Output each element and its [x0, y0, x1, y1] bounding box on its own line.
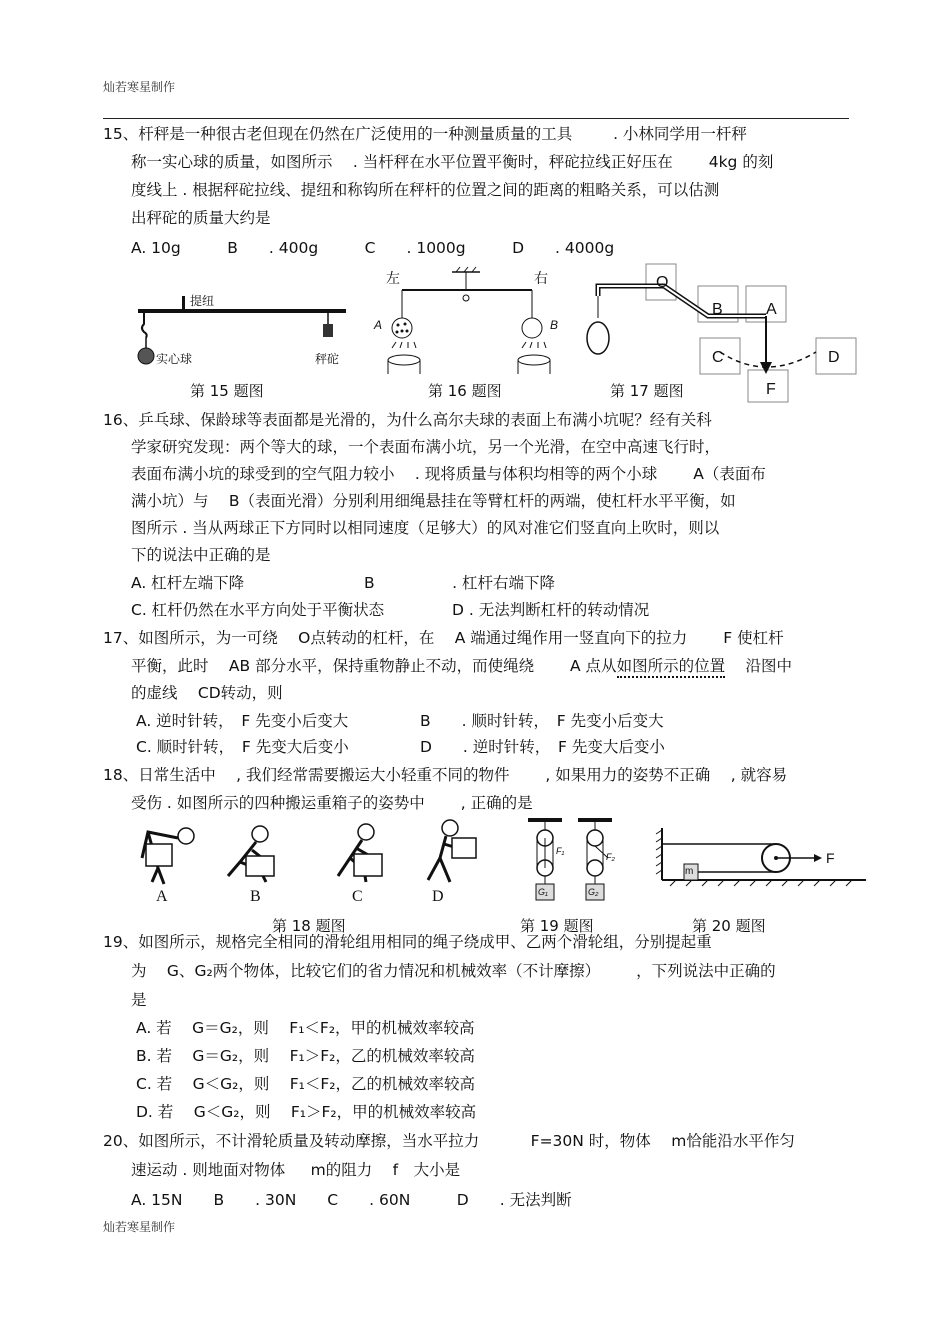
q20-line-2: 速运动 . 则地面对物体 m的阻力 f 大小是: [131, 1161, 461, 1179]
q15-line-3: 度线上 . 根据秤砣拉线、提纽和称钩所在秤杆的位置之间的距离的粗略关系，可以估测: [131, 181, 720, 199]
fig15-label-ball: 实心球: [156, 352, 193, 366]
header-rule: [103, 118, 849, 119]
fig19-label-g1: G₁: [538, 887, 548, 897]
q15-line-2: 称一实心球的质量，如图所示 . 当杆秤在水平位置平衡时，秤砣拉线正好压在 4kg 的刻: [131, 153, 774, 171]
q17-option-a: A. 逆时针转， F 先变小后变大: [136, 712, 349, 730]
q16-line-4: 满小坑）与 B（表面光滑）分别利用细绳悬挂在等臂杠杆的两端，使杠杆水平平衡，如: [131, 492, 736, 510]
fig15-label-tiniu: 提纽: [190, 294, 215, 308]
q18-line-1: 18、日常生活中 , 我们经常需要搬运大小轻重不同的物件 , 如果用力的姿势不正确 , 就容易: [103, 766, 788, 784]
fig17-label-a: A: [766, 301, 777, 318]
fig16-label-left: 左: [386, 270, 400, 286]
q16-option-b: B . 杠杆右端下降: [364, 574, 555, 592]
q16-line-3: 表面布满小坑的球受到的空气阻力较小 . 现将质量与体积均相等的两个小球 A（表面布: [131, 465, 766, 483]
fig19-label-g2: G₂: [588, 887, 599, 897]
q17-emphasis: 如图所示的位置: [617, 657, 726, 678]
q17-line-1: 17、如图所示，为一可绕 O点转动的杠杆，在 A 端通过绳作用一竖直向下的拉力 F 使杠杆: [103, 629, 784, 647]
q19-line-1: 19、如图所示，规格完全相同的滑轮组用相同的绳子绕成甲、乙两个滑轮组，分别提起重: [103, 933, 712, 951]
q16-line-2: 学家研究发现：两个等大的球，一个表面布满小坑，另一个光滑，在空中高速飞行时，: [131, 438, 721, 456]
q17-option-c: C. 顺时针转， F 先变大后变小: [136, 738, 349, 756]
fig19-label-f2: F₂: [606, 852, 615, 862]
fig19-label-f1: F₁: [556, 846, 565, 856]
q16-option-a: A. 杠杆左端下降: [131, 574, 245, 592]
q20-options: A. 15N B . 30N C . 60N D . 无法判断: [131, 1191, 572, 1209]
q16-line-1: 16、乒乓球、保龄球等表面都是光滑的，为什么高尔夫球的表面上布满小坑呢？经有关科: [103, 411, 712, 429]
q15-line-4: 出秤砣的质量大约是: [131, 209, 271, 227]
fig15-caption: 第 15 题图: [190, 382, 264, 400]
fig16-label-a: A: [374, 318, 383, 332]
fig16-label-b: B: [550, 318, 559, 332]
fig17-label-c: C: [712, 349, 724, 366]
q15-options: A. 10g B . 400g C . 1000g D . 4000g: [131, 239, 615, 257]
fig18-label-d: D: [432, 888, 444, 905]
fig18-label-a: A: [156, 888, 168, 905]
fig17-caption: 第 17 题图: [610, 382, 684, 400]
q16-option-d: D . 无法判断杠杆的转动情况: [452, 601, 650, 619]
q19-option-a: A. 若 G＝G₂，则 F₁＜F₂，甲的机械效率较高: [136, 1019, 475, 1037]
q17-line-2-start: 平衡，此时 AB 部分水平，保持重物静止不动，而使绳绕 A 点从: [131, 657, 617, 675]
q19-option-c: C. 若 G＜G₂，则 F₁＜F₂，乙的机械效率较高: [136, 1075, 476, 1093]
q20-line-1: 20、如图所示，不计滑轮质量及转动摩擦，当水平拉力 F=30N 时，物体 m恰能沿水平作匀: [103, 1132, 795, 1150]
q17-line-2: [131, 656, 792, 676]
q16-line-5: 图所示 . 当从两球正下方同时以相同速度（足够大）的风对准它们竖直向上吹时，则以: [131, 519, 720, 537]
fig16-caption: 第 16 题图: [428, 382, 502, 400]
q17-option-b: B . 顺时针转， F 先变小后变大: [420, 712, 664, 730]
fig19-pulleys: [520, 818, 620, 906]
q19-option-b: B. 若 G＝G₂，则 F₁＞F₂，乙的机械效率较高: [136, 1047, 475, 1065]
fig17-label-f: F: [766, 381, 776, 398]
q19-line-2: 为 G、G₂两个物体，比较它们的省力情况和机械效率（不计摩擦） ，下列说法中正确的: [131, 962, 776, 980]
fig17-label-d: D: [828, 349, 840, 366]
fig18-label-b: B: [250, 888, 261, 905]
q19-line-3: 是: [131, 991, 147, 1009]
fig16-label-right: 右: [534, 270, 548, 286]
q19-option-d: D. 若 G＜G₂，则 F₁＞F₂，甲的机械效率较高: [136, 1103, 477, 1121]
q17-line-3: 的虚线 CD转动，则: [131, 684, 283, 702]
fig17-label-o: O: [656, 274, 669, 291]
fig20-label-m: m: [685, 866, 694, 877]
q17-option-d: D . 逆时针转， F 先变大后变小: [420, 738, 665, 756]
q16-option-c: C. 杠杆仍然在水平方向处于平衡状态: [131, 601, 385, 619]
fig18-caption: 第 18 题图: [272, 917, 346, 935]
fig17-label-b: B: [712, 301, 723, 318]
fig20-caption: 第 20 题图: [692, 917, 766, 935]
page-header: 灿若寒星制作: [103, 80, 176, 94]
q15-line-1: 15、杆秤是一种很古老但现在仍然在广泛使用的一种测量质量的工具 . 小林同学用一杆秤: [103, 125, 747, 143]
q17-line-2-end: 沿图中: [725, 657, 793, 675]
q18-line-2: 受伤 . 如图所示的四种搬运重箱子的姿势中 , 正确的是: [131, 794, 533, 812]
fig20-label-f: F: [826, 850, 835, 866]
q16-line-6: 下的说法中正确的是: [131, 546, 271, 564]
fig15-label-weight: 秤砣: [315, 352, 340, 366]
page-footer: 灿若寒星制作: [103, 1220, 176, 1234]
fig20-pulley: [656, 826, 870, 896]
fig18-label-c: C: [352, 888, 363, 905]
fig19-caption: 第 19 题图: [520, 917, 594, 935]
